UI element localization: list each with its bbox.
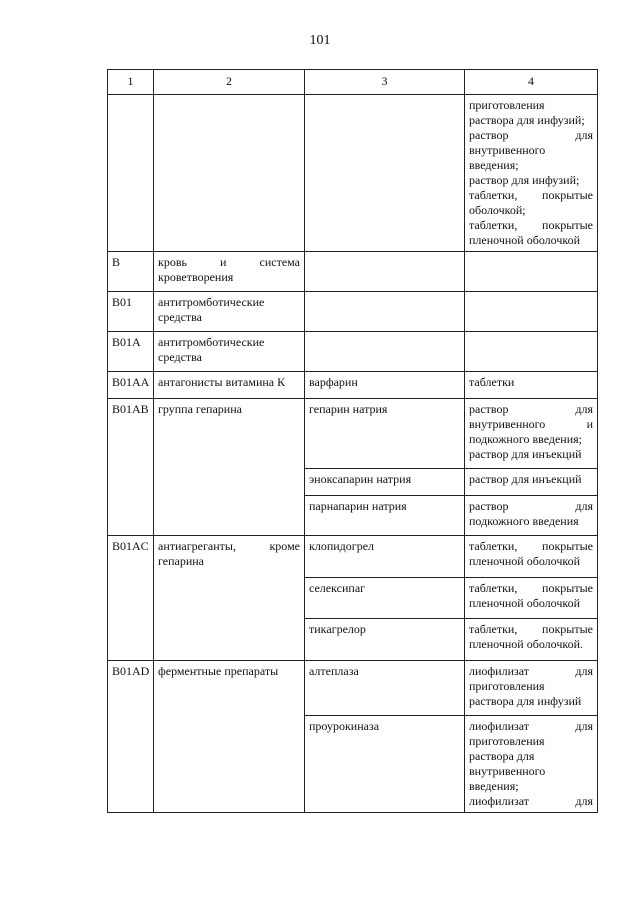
- cell-line: раствор для: [469, 499, 593, 513]
- group-name-cell: [154, 252, 305, 292]
- cell-line: раствор для инъекций: [469, 472, 582, 486]
- drug-name-cell: [305, 252, 465, 292]
- cell-line: кровь и система: [158, 255, 300, 269]
- table-row: [108, 372, 598, 399]
- cell-line: таблетки, покрытые: [469, 539, 593, 553]
- cell-line: группа гепарина: [158, 402, 242, 416]
- drug-name-cell: варфарин: [305, 372, 465, 399]
- cell-line: приготовления: [469, 734, 545, 748]
- group-name-cell: [154, 661, 305, 813]
- group-name-cell: [154, 332, 305, 372]
- cell-line: таблетки, покрытые: [469, 581, 593, 595]
- table-row: [108, 252, 598, 292]
- cell-line: антитромботические: [158, 295, 265, 309]
- header-cell-2: 2: [154, 70, 305, 95]
- cell-line: введения;: [469, 158, 519, 172]
- cell-line: раствор для инъекций: [469, 447, 582, 461]
- cell-line: подкожного введения;: [469, 432, 582, 446]
- drug-name-cell: селексипаг: [305, 578, 465, 619]
- drug-name-cell: проурокиназа: [305, 716, 465, 813]
- dosage-form-cell: [465, 399, 598, 469]
- atc-code-cell: B01AB: [108, 399, 154, 536]
- dosage-form-cell: [465, 536, 598, 578]
- group-name-cell: [154, 536, 305, 661]
- group-name-cell: [154, 95, 305, 252]
- drug-name-cell: клопидогрел: [305, 536, 465, 578]
- dosage-form-cell: [465, 95, 598, 252]
- atc-code-cell: B01AD: [108, 661, 154, 813]
- dosage-form-cell: [465, 252, 598, 292]
- dosage-form-cell: [465, 469, 598, 496]
- drug-table: [107, 69, 598, 813]
- dosage-form-cell: [465, 332, 598, 372]
- cell-line: внутривенного: [469, 764, 546, 778]
- cell-line: раствора для инфузий;: [469, 113, 585, 127]
- group-name-cell: [154, 399, 305, 536]
- cell-line: антиагреганты, кроме: [158, 539, 300, 553]
- cell-line: внутривенного: [469, 143, 546, 157]
- drug-name-cell: тикагрелор: [305, 619, 465, 661]
- atc-code-cell: B01: [108, 292, 154, 332]
- dosage-form-cell: [465, 578, 598, 619]
- atc-code-cell: B01AA: [108, 372, 154, 399]
- cell-line: гепарина: [158, 554, 205, 568]
- atc-code-cell: B: [108, 252, 154, 292]
- cell-line: антагонисты витамина К: [158, 375, 286, 389]
- drug-name-cell: гепарин натрия: [305, 399, 465, 469]
- cell-line: раствора для инфузий: [469, 694, 582, 708]
- cell-line: раствор для инфузий;: [469, 173, 580, 187]
- atc-code-cell: B01AC: [108, 536, 154, 661]
- dosage-form-cell: [465, 496, 598, 536]
- table-row: [108, 399, 598, 469]
- cell-line: подкожного введения: [469, 514, 579, 528]
- cell-line: таблетки, покрытые: [469, 218, 593, 232]
- header-cell-1: 1: [108, 70, 154, 95]
- cell-line: лиофилизат для: [469, 719, 593, 733]
- page-number: 101: [309, 33, 331, 48]
- cell-line: пленочной оболочкой.: [469, 637, 584, 651]
- cell-line: таблетки, покрытые: [469, 622, 593, 636]
- cell-line: пленочной оболочкой: [469, 554, 581, 568]
- table-row: [108, 332, 598, 372]
- cell-line: таблетки: [469, 375, 515, 389]
- group-name-cell: [154, 372, 305, 399]
- drug-name-cell: [305, 95, 465, 252]
- cell-line: приготовления: [469, 98, 545, 112]
- cell-line: введения;: [469, 779, 519, 793]
- cell-line: раствор для: [469, 128, 593, 142]
- drug-name-cell: алтеплаза: [305, 661, 465, 716]
- cell-line: оболочкой;: [469, 203, 526, 217]
- group-name-cell: [154, 292, 305, 332]
- cell-line: раствор для: [469, 402, 593, 416]
- table-header-row: [108, 70, 598, 95]
- drug-name-cell: парнапарин натрия: [305, 496, 465, 536]
- header-cell-4: 4: [465, 70, 598, 95]
- cell-line: антитромботические: [158, 335, 265, 349]
- cell-line: таблетки, покрытые: [469, 188, 593, 202]
- dosage-form-cell: [465, 292, 598, 332]
- dosage-form-cell: [465, 661, 598, 716]
- drug-name-cell: эноксапарин натрия: [305, 469, 465, 496]
- cell-line: раствора для: [469, 749, 535, 763]
- atc-code-cell: B01A: [108, 332, 154, 372]
- table-row: [108, 536, 598, 578]
- cell-line: ферментные препараты: [158, 664, 279, 678]
- table-row: [108, 292, 598, 332]
- dosage-form-cell: [465, 619, 598, 661]
- cell-line: приготовления: [469, 679, 545, 693]
- cell-line: кроветворения: [158, 270, 234, 284]
- cell-line: внутривенного и: [469, 417, 593, 431]
- atc-code-cell: [108, 95, 154, 252]
- drug-name-cell: [305, 292, 465, 332]
- table-row: [108, 95, 598, 252]
- cell-line: пленочной оболочкой: [469, 596, 581, 610]
- cell-line: средства: [158, 310, 203, 324]
- header-cell-3: 3: [305, 70, 465, 95]
- cell-line: средства: [158, 350, 203, 364]
- dosage-form-cell: [465, 372, 598, 399]
- drug-name-cell: [305, 332, 465, 372]
- cell-line: пленочной оболочкой: [469, 233, 581, 247]
- cell-line: лиофилизат для: [469, 794, 593, 808]
- table-row: [108, 661, 598, 716]
- dosage-form-cell: [465, 716, 598, 813]
- cell-line: лиофилизат для: [469, 664, 593, 678]
